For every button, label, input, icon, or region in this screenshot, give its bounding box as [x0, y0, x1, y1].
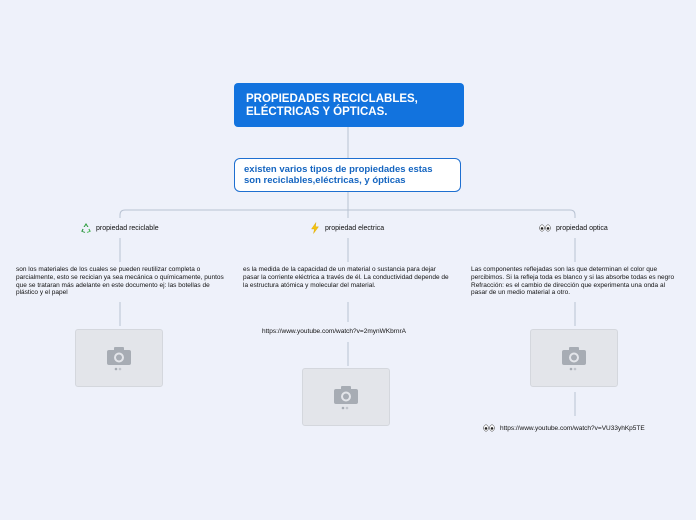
topic-propiedad-reciclable[interactable] [80, 221, 159, 235]
root-node[interactable] [234, 83, 464, 127]
lightning-icon [309, 222, 321, 234]
note-text: Las componentes reflejadas son las que determinan el color que percibimos. Si la refleja toda es blanco y si las absorbe todas es negro Refracción: es el cambio de dirección que experimenta una onda al pasar de un medio material a otro. [471, 266, 675, 297]
eyes-icon [482, 423, 496, 433]
link-optica[interactable] [482, 423, 645, 433]
image-placeholder[interactable] [530, 329, 618, 387]
recycle-icon [80, 222, 92, 234]
image-placeholder[interactable] [75, 329, 163, 387]
topic-propiedad-optica[interactable] [538, 221, 608, 235]
note-reciclable [16, 266, 226, 297]
link-text[interactable]: https://www.youtube.com/watch?v=2mynWKbrnrA [262, 328, 406, 335]
subtopic-node[interactable] [234, 158, 461, 192]
subtopic-text: existen varios tipos de propiedades estas son reciclables,eléctricas, y ópticas [244, 164, 433, 186]
topic-propiedad-electrica[interactable] [309, 221, 384, 235]
note-electrica [243, 266, 453, 289]
topic-label: propiedad optica [556, 224, 608, 232]
camera-icon [332, 384, 360, 410]
link-text[interactable]: https://www.youtube.com/watch?v=VU33yhKp5TE [500, 424, 645, 432]
root-title: PROPIEDADES RECICLABLES, ELÉCTRICAS Y ÓPTICAS. [246, 93, 418, 118]
note-text: es la medida de la capacidad de un material o sustancia para dejar pasar la corriente eléctrica a través de él. La conductividad depende de la estructura atómica y molecular del material. [243, 266, 449, 289]
note-optica [471, 266, 676, 297]
topic-label: propiedad reciclable [96, 224, 159, 232]
note-text: son los materiales de los cuales se pueden reutilizar completa o parcialmente, esto se recician ya sea mecánica o químicamente, puntos que se trataran más adelante en este documento ej: las botellas de plástico y el papel [16, 266, 224, 297]
camera-icon [105, 345, 133, 371]
eyes-icon [538, 223, 552, 233]
link-electrica[interactable] [262, 328, 406, 335]
image-placeholder[interactable] [302, 368, 390, 426]
camera-icon [560, 345, 588, 371]
topic-label: propiedad electrica [325, 224, 385, 232]
